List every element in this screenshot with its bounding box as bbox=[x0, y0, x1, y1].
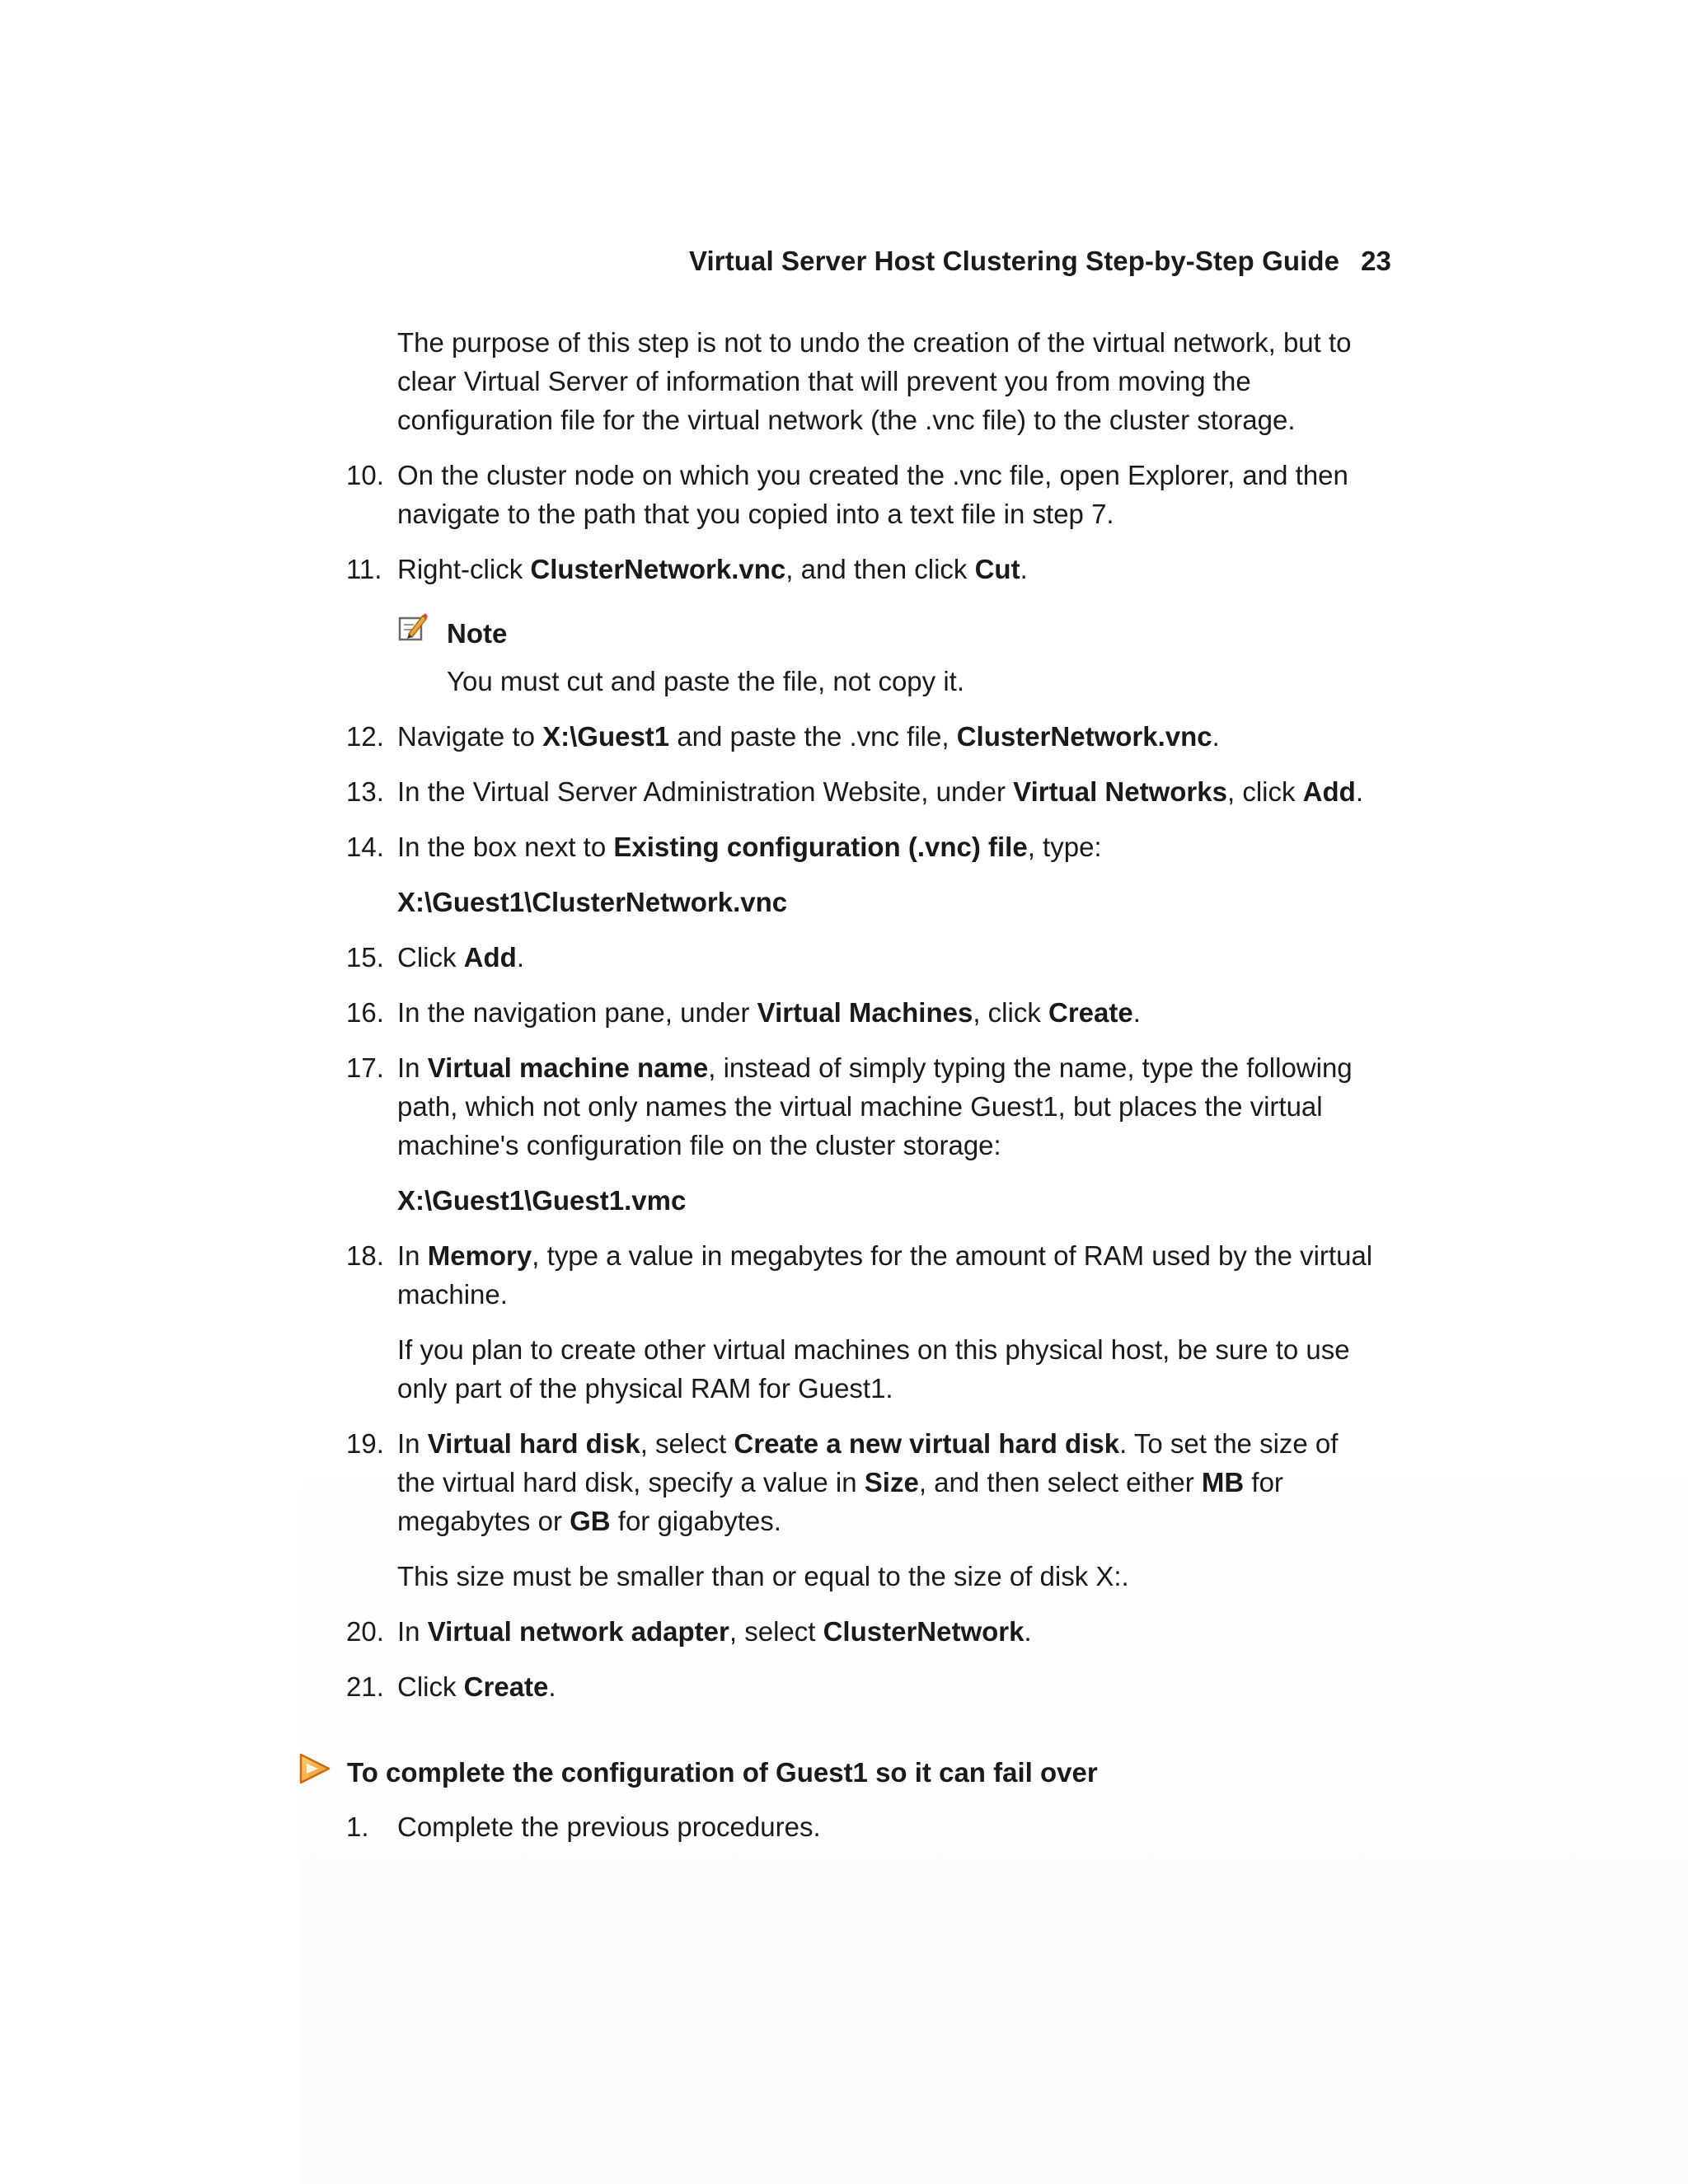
step-18-line-2: machine. bbox=[397, 1279, 508, 1310]
intro-line-2: clear Virtual Server of information that will prevent you from moving the bbox=[397, 366, 1251, 396]
step-12-text: Navigate to X:\Guest1 and paste the .vnc file, ClusterNetwork.vnc. bbox=[397, 721, 1220, 752]
step-17-line-2: path, which not only names the virtual machine Guest1, but places the virtual bbox=[397, 1091, 1323, 1122]
procedure-step-1: Complete the previous procedures. bbox=[397, 1811, 821, 1842]
note-text: You must cut and paste the file, not copy it. bbox=[447, 666, 964, 696]
header-title: Virtual Server Host Clustering Step-by-Step Guide bbox=[688, 246, 1340, 276]
step-17-line-3: machine's configuration file on the cluster storage: bbox=[397, 1130, 1001, 1160]
step-number: 10. bbox=[346, 460, 384, 490]
note-title: Note bbox=[447, 618, 508, 649]
page-number: 23 bbox=[1361, 246, 1391, 276]
step-19-line-2: the virtual hard disk, specify a value in Size, and then select either MB for bbox=[397, 1467, 1283, 1497]
step-17-line-1: In Virtual machine name, instead of simply typing the name, type the following bbox=[397, 1052, 1353, 1083]
step-number: 15. bbox=[346, 942, 384, 972]
step-19-para: This size must be smaller than or equal to the size of disk X:. bbox=[397, 1561, 1129, 1591]
step-number: 14. bbox=[346, 832, 384, 862]
step-14-path: X:\Guest1\ClusterNetwork.vnc bbox=[397, 887, 788, 917]
step-10-line-1: On the cluster node on which you created the .vnc file, open Explorer, and then bbox=[397, 460, 1348, 490]
step-number: 20. bbox=[346, 1616, 384, 1647]
running-header bbox=[0, 246, 1391, 277]
step-18-line-1: In Memory, type a value in megabytes for the amount of RAM used by the virtual bbox=[397, 1240, 1373, 1271]
procedure-heading: To complete the configuration of Guest1 so it can fail over bbox=[347, 1757, 1098, 1788]
step-17-path: X:\Guest1\Guest1.vmc bbox=[397, 1185, 687, 1216]
step-10-line-2: navigate to the path that you copied into a text file in step 7. bbox=[397, 499, 1114, 529]
step-11-text: Right-click ClusterNetwork.vnc, and then click Cut. bbox=[397, 554, 1028, 584]
step-16-text: In the navigation pane, under Virtual Machines, click Create. bbox=[397, 997, 1141, 1028]
step-19-line-3: megabytes or GB for gigabytes. bbox=[397, 1506, 781, 1536]
orange-arrow-icon bbox=[298, 1752, 331, 1785]
procedure-step-number: 1. bbox=[346, 1811, 369, 1842]
step-number: 18. bbox=[346, 1240, 384, 1271]
step-number: 19. bbox=[346, 1428, 384, 1459]
note-pencil-icon bbox=[397, 612, 429, 643]
step-21-text: Click Create. bbox=[397, 1671, 556, 1702]
step-18-para-line-2: only part of the physical RAM for Guest1. bbox=[397, 1373, 893, 1404]
step-14-text: In the box next to Existing configuration (.vnc) file, type: bbox=[397, 832, 1102, 862]
step-15-text: Click Add. bbox=[397, 942, 524, 972]
step-number: 21. bbox=[346, 1671, 384, 1702]
step-number: 11. bbox=[346, 554, 382, 584]
step-number: 13. bbox=[346, 776, 384, 807]
step-number: 17. bbox=[346, 1052, 384, 1083]
step-number: 16. bbox=[346, 997, 384, 1028]
intro-line-3: configuration file for the virtual network (the .vnc file) to the cluster storage. bbox=[397, 405, 1296, 435]
step-18-para-line-1: If you plan to create other virtual machines on this physical host, be sure to use bbox=[397, 1334, 1350, 1365]
intro-line-1: The purpose of this step is not to undo the creation of the virtual network, but to bbox=[397, 327, 1352, 358]
step-20-text: In Virtual network adapter, select ClusterNetwork. bbox=[397, 1616, 1032, 1647]
step-19-line-1: In Virtual hard disk, select Create a new virtual hard disk. To set the size of bbox=[397, 1428, 1339, 1459]
step-number: 12. bbox=[346, 721, 384, 752]
step-13-text: In the Virtual Server Administration Website, under Virtual Networks, click Add. bbox=[397, 776, 1363, 807]
